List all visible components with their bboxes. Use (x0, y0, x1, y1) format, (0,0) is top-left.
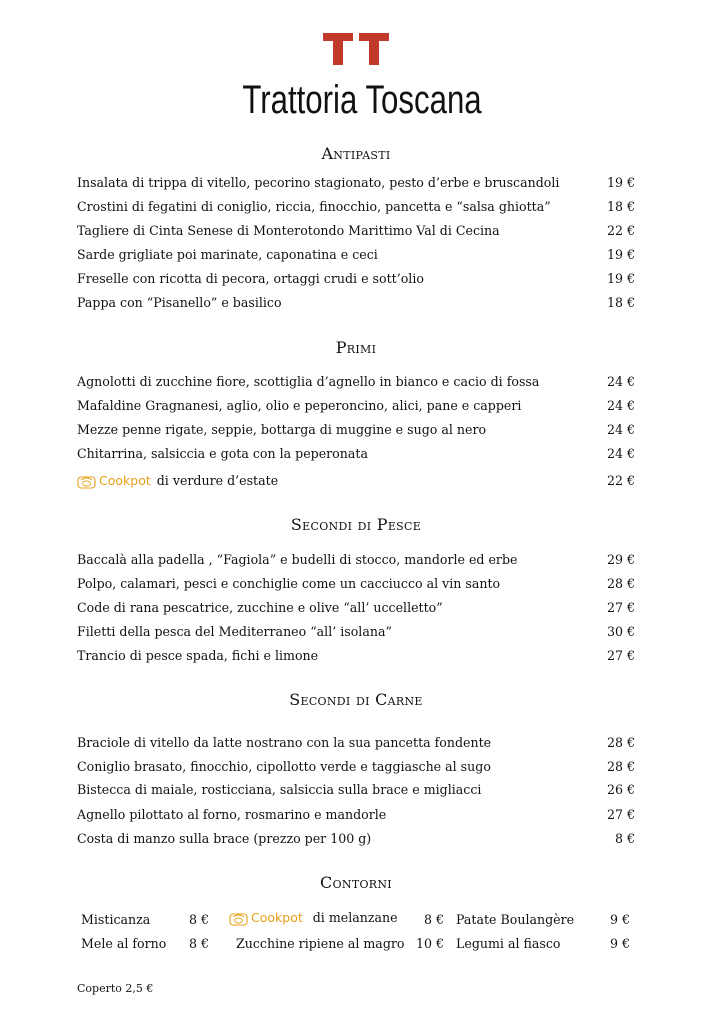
menu-item (77, 757, 635, 777)
menu-item (77, 293, 635, 313)
contorno-price: 8 € (188, 912, 209, 927)
menu-item (77, 444, 635, 464)
item-price: 28 € (606, 735, 635, 750)
menu-item (77, 733, 635, 753)
item-name: Baccalà alla padella , “Fagiola” e budelli di stocco, mandorle ed erbe (77, 552, 518, 567)
menu-item (77, 396, 635, 416)
item-name: Costa di manzo sulla brace (prezzo per 100 g) (77, 831, 372, 846)
menu-item (77, 173, 635, 193)
item-price: 30 € (606, 624, 635, 639)
item-price: 24 € (606, 422, 635, 437)
restaurant-name: Trattoria Toscana (242, 78, 482, 122)
item-name: Sarde grigliate poi marinate, caponatina e ceci (77, 247, 378, 262)
section-title-antipasti: Antipasti (321, 144, 391, 163)
cookpot-logo-icon (77, 474, 97, 490)
item-price: 28 € (606, 759, 635, 774)
cookpot-brand: Cookpot (251, 910, 303, 925)
item-price: 27 € (606, 600, 635, 615)
menu-item (77, 269, 635, 289)
contorno-price: 8 € (188, 936, 209, 951)
item-name: Mezze penne rigate, seppie, bottarga di muggine e sugo al nero (77, 422, 487, 437)
menu-item (77, 221, 635, 241)
item-price: 28 € (606, 576, 635, 591)
contorno-name: Mele al forno (81, 936, 167, 951)
item-name: Bistecca di maiale, rosticciana, salsiccia sulla brace e migliacci (77, 782, 482, 797)
contorno-name: di melanzane (312, 910, 398, 925)
item-price: 22 € (606, 223, 635, 238)
item-price: 24 € (606, 374, 635, 389)
item-name: Braciole di vitello da latte nostrano con la sua pancetta fondente (77, 735, 492, 750)
item-name: Tagliere di Cinta Senese di Monterotondo Marittimo Val di Cecina (77, 223, 500, 238)
item-price: 22 € (606, 473, 635, 488)
section-title-secondi-carne: Secondi di Carne (289, 690, 423, 709)
item-name: Chitarrina, salsiccia e gota con la peperonata (77, 446, 368, 461)
contorno-price: 10 € (415, 936, 444, 951)
contorno-price: 8 € (423, 912, 444, 927)
section-title-contorni: Contorni (320, 873, 392, 892)
item-name: Mafaldine Gragnanesi, aglio, olio e peperoncino, alici, pane e capperi (77, 398, 522, 413)
contorno-price: 9 € (609, 912, 630, 927)
menu-item (77, 574, 635, 594)
contorno-name: Zucchine ripiene al magro (236, 936, 405, 951)
menu-item (77, 471, 635, 491)
section-title-primi: Primi (335, 338, 377, 357)
trattoria-logo-mark (323, 33, 389, 65)
item-price: 29 € (606, 552, 635, 567)
item-name: di verdure d’estate (156, 473, 279, 488)
menu-item (77, 622, 635, 642)
menu-item (77, 829, 635, 849)
item-name: Code di rana pescatrice, zucchine e olive “all’ uccelletto” (77, 600, 443, 615)
item-name: Insalata di trippa di vitello, pecorino stagionato, pesto d’erbe e bruscandoli (77, 175, 560, 190)
item-price: 18 € (606, 199, 635, 214)
item-price: 24 € (606, 398, 635, 413)
item-price: 19 € (606, 247, 635, 262)
item-price: 27 € (606, 648, 635, 663)
menu-item (77, 646, 635, 666)
item-name: Coniglio brasato, finocchio, cipollotto verde e taggiasche al sugo (77, 759, 491, 774)
item-name: Pappa con “Pisanello” e basilico (77, 295, 282, 310)
contorno-cookpot (229, 908, 398, 928)
menu-item (77, 598, 635, 618)
item-price: 27 € (606, 807, 635, 822)
menu-item (77, 780, 635, 800)
item-price: 19 € (606, 271, 635, 286)
cookpot-logo-icon (229, 911, 249, 927)
menu-item (77, 420, 635, 440)
item-name: Filetti della pesca del Mediterraneo “all’ isolana” (77, 624, 392, 639)
section-title-secondi-pesce: Secondi di Pesce (290, 515, 422, 534)
menu-item (77, 197, 635, 217)
item-name: Polpo, calamari, pesci e conchiglie come un cacciucco al vin santo (77, 576, 501, 591)
menu-item (77, 372, 635, 392)
contorno-price: 9 € (609, 936, 630, 951)
item-price: 19 € (606, 175, 635, 190)
menu-item (77, 550, 635, 570)
item-name: Agnolotti di zucchine fiore, scottiglia d’agnello in bianco e cacio di fossa (77, 374, 540, 389)
item-name: Freselle con ricotta di pecora, ortaggi crudi e sott’olio (77, 271, 424, 286)
item-name: Trancio di pesce spada, fichi e limone (77, 648, 319, 663)
contorno-name: Misticanza (81, 912, 151, 927)
item-price: 18 € (606, 295, 635, 310)
contorno-name: Patate Boulangère (456, 912, 575, 927)
coperto-note: Coperto 2,5 € (77, 982, 154, 995)
item-name: Crostini di fegatini di coniglio, riccia, finocchio, pancetta e “salsa ghiotta” (77, 199, 551, 214)
cookpot-brand: Cookpot (99, 473, 151, 488)
contorno-name: Legumi al fiasco (456, 936, 561, 951)
menu-item (77, 805, 635, 825)
item-name: Agnello pilottato al forno, rosmarino e mandorle (77, 807, 387, 822)
item-price: 24 € (606, 446, 635, 461)
menu-item (77, 245, 635, 265)
item-price: 8 € (614, 831, 635, 846)
item-price: 26 € (606, 782, 635, 797)
